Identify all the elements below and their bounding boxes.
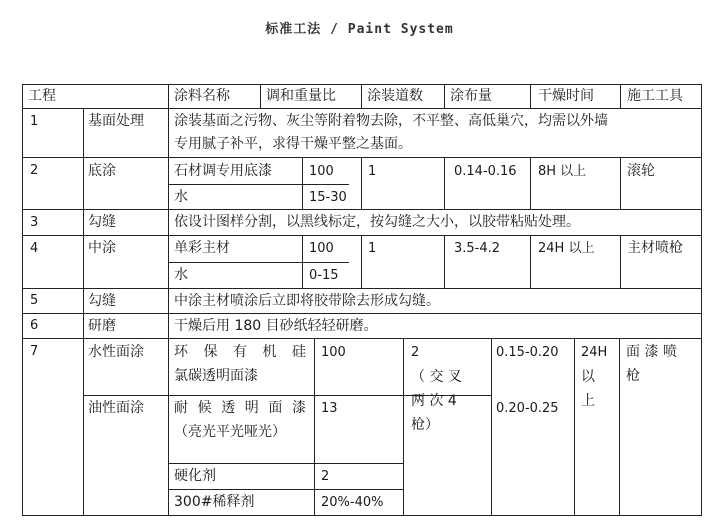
table-rule (168, 489, 403, 490)
table-rule (361, 235, 362, 289)
table-rule (22, 84, 23, 516)
table-rule (302, 235, 303, 289)
process-description: 涂装基面之污物、灰尘等附着物去除，不平整、高低巢穴，均需以外墙 (174, 113, 608, 129)
material-name: 单彩主材 (174, 240, 230, 256)
row-number: 4 (30, 241, 39, 256)
process-name: 油性面涂 (88, 400, 144, 416)
process-name: 底涂 (88, 163, 116, 179)
table-rule (168, 184, 349, 185)
table-rule (361, 84, 362, 109)
material-name: 水 (174, 267, 188, 283)
material-name: 水 (174, 189, 188, 205)
table-rule (22, 515, 702, 516)
table-rule (620, 84, 621, 109)
material-name: 300#稀释剂 (174, 494, 255, 510)
header-coats: 涂装道数 (367, 88, 423, 104)
dry-time-value: 8H 以上 (538, 164, 587, 179)
mix-ratio: 100 (309, 241, 334, 256)
table-rule (444, 157, 445, 210)
process-name: 研磨 (88, 318, 116, 334)
table-rule (22, 338, 702, 339)
material-name: 耐 候 透 明 面 漆 (174, 400, 306, 416)
coverage-value: 3.5-4.2 (454, 241, 501, 256)
table-rule (22, 108, 702, 109)
table-rule (168, 84, 169, 516)
header-dry-time: 干燥时间 (538, 88, 594, 104)
row-number: 1 (30, 114, 39, 129)
coat-count: 1 (368, 241, 377, 256)
table-rule (168, 262, 349, 263)
dry-time-value: 24H 以上 (538, 241, 595, 256)
row-number: 2 (30, 163, 39, 178)
mix-ratio: 100 (309, 164, 334, 179)
table-rule (619, 338, 620, 516)
table-rule (22, 288, 702, 289)
table-rule (22, 235, 702, 236)
material-name: 石材调专用底漆 (174, 163, 272, 179)
material-name: 硬化剂 (174, 468, 216, 484)
table-rule (314, 338, 315, 516)
process-description: 专用腻子补平，求得干燥平整之基面。 (174, 136, 412, 152)
material-name: （亮光平光哑光） (174, 424, 286, 440)
table-rule (574, 338, 575, 516)
table-rule (620, 157, 621, 210)
mix-ratio: 0-15 (309, 268, 339, 283)
table-rule (444, 84, 445, 109)
process-description: 依设计图样分割，以黑线标定，按勾缝之大小，以胶带粘贴处理。 (174, 214, 580, 230)
table-rule (22, 157, 702, 158)
process-name: 水性面涂 (88, 344, 144, 360)
coverage-value: 0.20-0.25 (496, 401, 559, 416)
table-rule (168, 463, 403, 464)
mix-ratio: 15-30 (309, 190, 347, 205)
tool-value: 枪 (626, 368, 640, 384)
row-number: 7 (30, 344, 39, 359)
row-number: 6 (30, 318, 39, 333)
table-rule (620, 235, 621, 289)
header-coverage: 涂布量 (450, 88, 492, 104)
process-name: 勾缝 (88, 293, 116, 309)
coat-count: 1 (368, 164, 377, 179)
header-project: 工程 (28, 88, 56, 104)
header-ratio: 调和重量比 (266, 88, 336, 104)
table-rule (22, 209, 702, 210)
table-rule (444, 235, 445, 289)
coat-count-note: （ 交 叉 (411, 369, 462, 385)
tool-value: 面 漆 喷 (626, 344, 677, 360)
material-name: 环 保 有 机 硅 (174, 344, 306, 360)
page-title: 标准工法 / Paint System (265, 22, 454, 37)
coat-count-note: 两 次 4 (411, 393, 457, 409)
table-rule (491, 338, 492, 516)
row-number: 5 (30, 293, 39, 308)
table-rule (361, 157, 362, 210)
table-rule (22, 84, 702, 85)
process-description: 干燥后用 180 目砂纸轻轻研磨。 (174, 318, 378, 334)
paint-system-table (22, 84, 702, 516)
row-number: 3 (30, 215, 39, 230)
coat-count-note: 枪） (411, 417, 439, 433)
coverage-value: 0.14-0.16 (454, 164, 517, 179)
coverage-value: 0.15-0.20 (496, 345, 559, 360)
header-material: 涂料名称 (174, 88, 230, 104)
table-rule (403, 338, 404, 516)
process-name: 中涂 (88, 240, 116, 256)
mix-ratio: 20%-40% (321, 495, 384, 510)
table-rule (701, 84, 702, 516)
table-rule (22, 313, 702, 314)
table-rule (530, 157, 531, 210)
coat-count: 2 (411, 345, 420, 360)
dry-time-value: 以 (581, 369, 595, 385)
process-name: 基面处理 (88, 113, 144, 129)
table-rule (302, 157, 303, 210)
tool-value: 滚轮 (627, 163, 655, 179)
table-rule (530, 235, 531, 289)
mix-ratio: 2 (321, 469, 330, 484)
dry-time-value: 上 (581, 393, 595, 409)
process-name: 勾缝 (88, 214, 116, 230)
header-tool: 施工工具 (627, 88, 683, 104)
process-description: 中涂主材喷涂后立即将胶带除去形成勾缝。 (174, 293, 440, 309)
table-rule (260, 84, 261, 109)
mix-ratio: 100 (321, 345, 346, 360)
material-name: 氯碳透明面漆 (174, 368, 258, 384)
dry-time-value: 24H (581, 345, 608, 360)
table-rule (83, 108, 84, 516)
tool-value: 主材喷枪 (627, 240, 683, 256)
mix-ratio: 13 (321, 401, 338, 416)
table-rule (530, 84, 531, 109)
